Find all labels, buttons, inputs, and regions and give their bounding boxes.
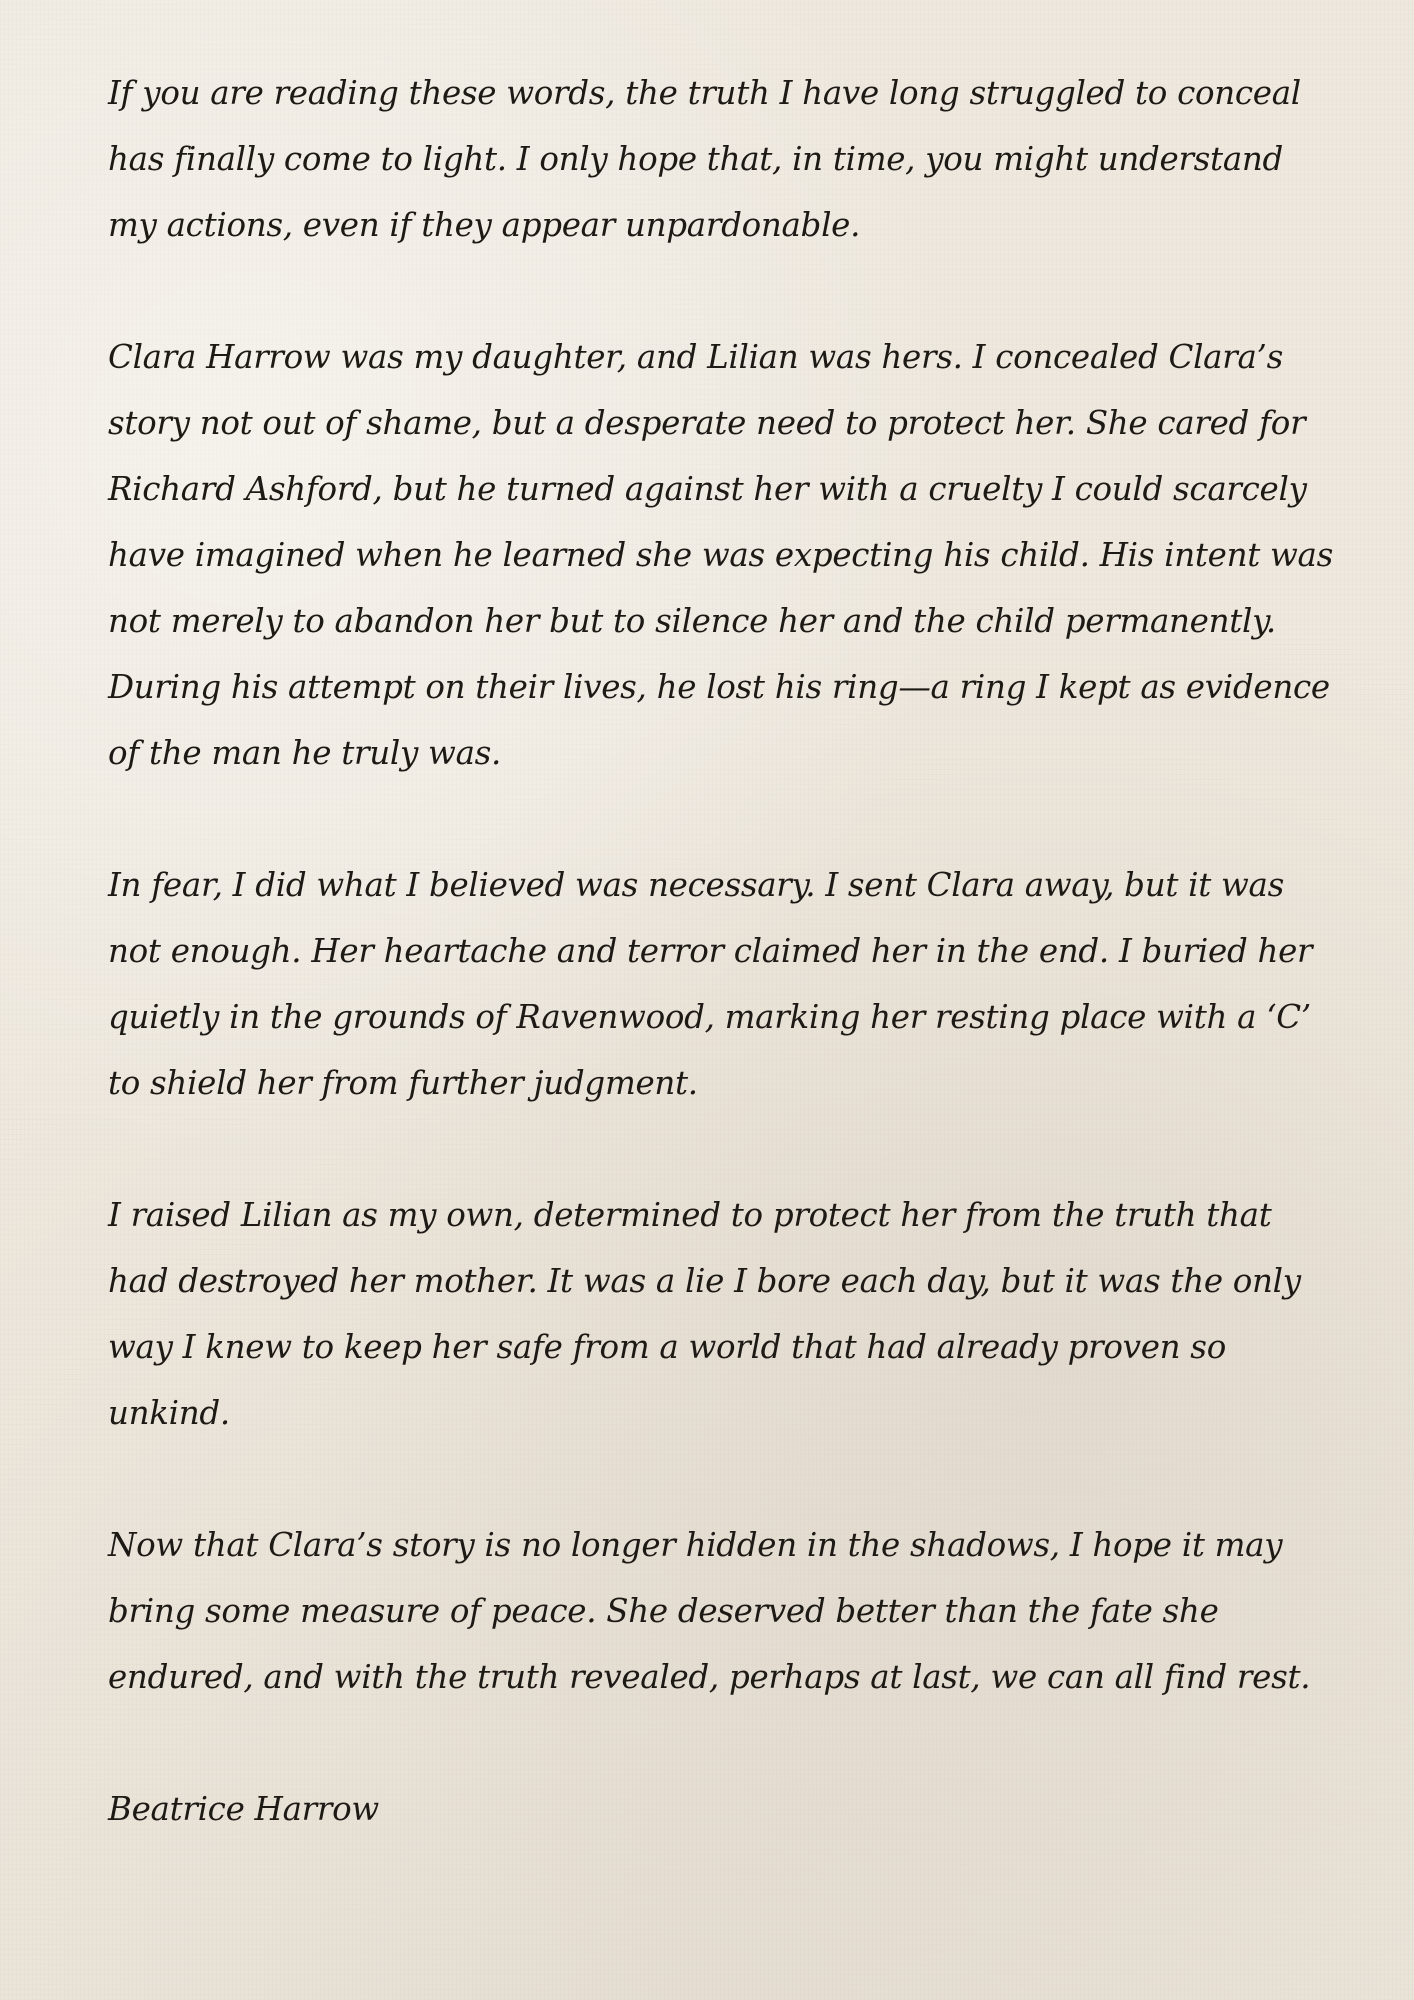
letter-paragraph-5: Now that Clara’s story is no longer hidden in the shadows, I hope it may bring some measure of peace. She deserved better than the fate she endured, and with the truth revealed, perhaps at last, we can all find rest. (108, 1526, 1311, 1696)
letter-paragraph-2: Clara Harrow was my daughter, and Lilian was hers. I concealed Clara’s story not out of shame, but a desperate need to protect her. She cared for Richard Ashford, but he turned against her with a cruelty I could scarcely have imagined when he learned she was expecting his child. His intent was not merely to abandon her but to silence her and the child permanently. During his attempt on their lives, he lost his ring—a ring I kept as evidence of the man he truly was. (108, 338, 1333, 772)
letter-body (108, 60, 1338, 1842)
letter-paragraph-3: In fear, I did what I believed was necessary. I sent Clara away, but it was not enough. Her heartache and terror claimed her in the end. I buried her quietly in the grounds of Ravenwood, marking her resting place with a ‘C’ to shield her from further judgment. (108, 866, 1313, 1102)
letter-paragraph-4: I raised Lilian as my own, determined to protect her from the truth that had destroyed her mother. It was a lie I bore each day, but it was the only way I knew to keep her safe from a world that had already proven so unkind. (108, 1196, 1301, 1432)
letter-signature: Beatrice Harrow (108, 1790, 379, 1828)
letter-paragraph-1: If you are reading these words, the truth I have long struggled to conceal has finally come to light. I only hope that, in time, you might understand my actions, even if they appear unpardonable. (108, 74, 1301, 244)
